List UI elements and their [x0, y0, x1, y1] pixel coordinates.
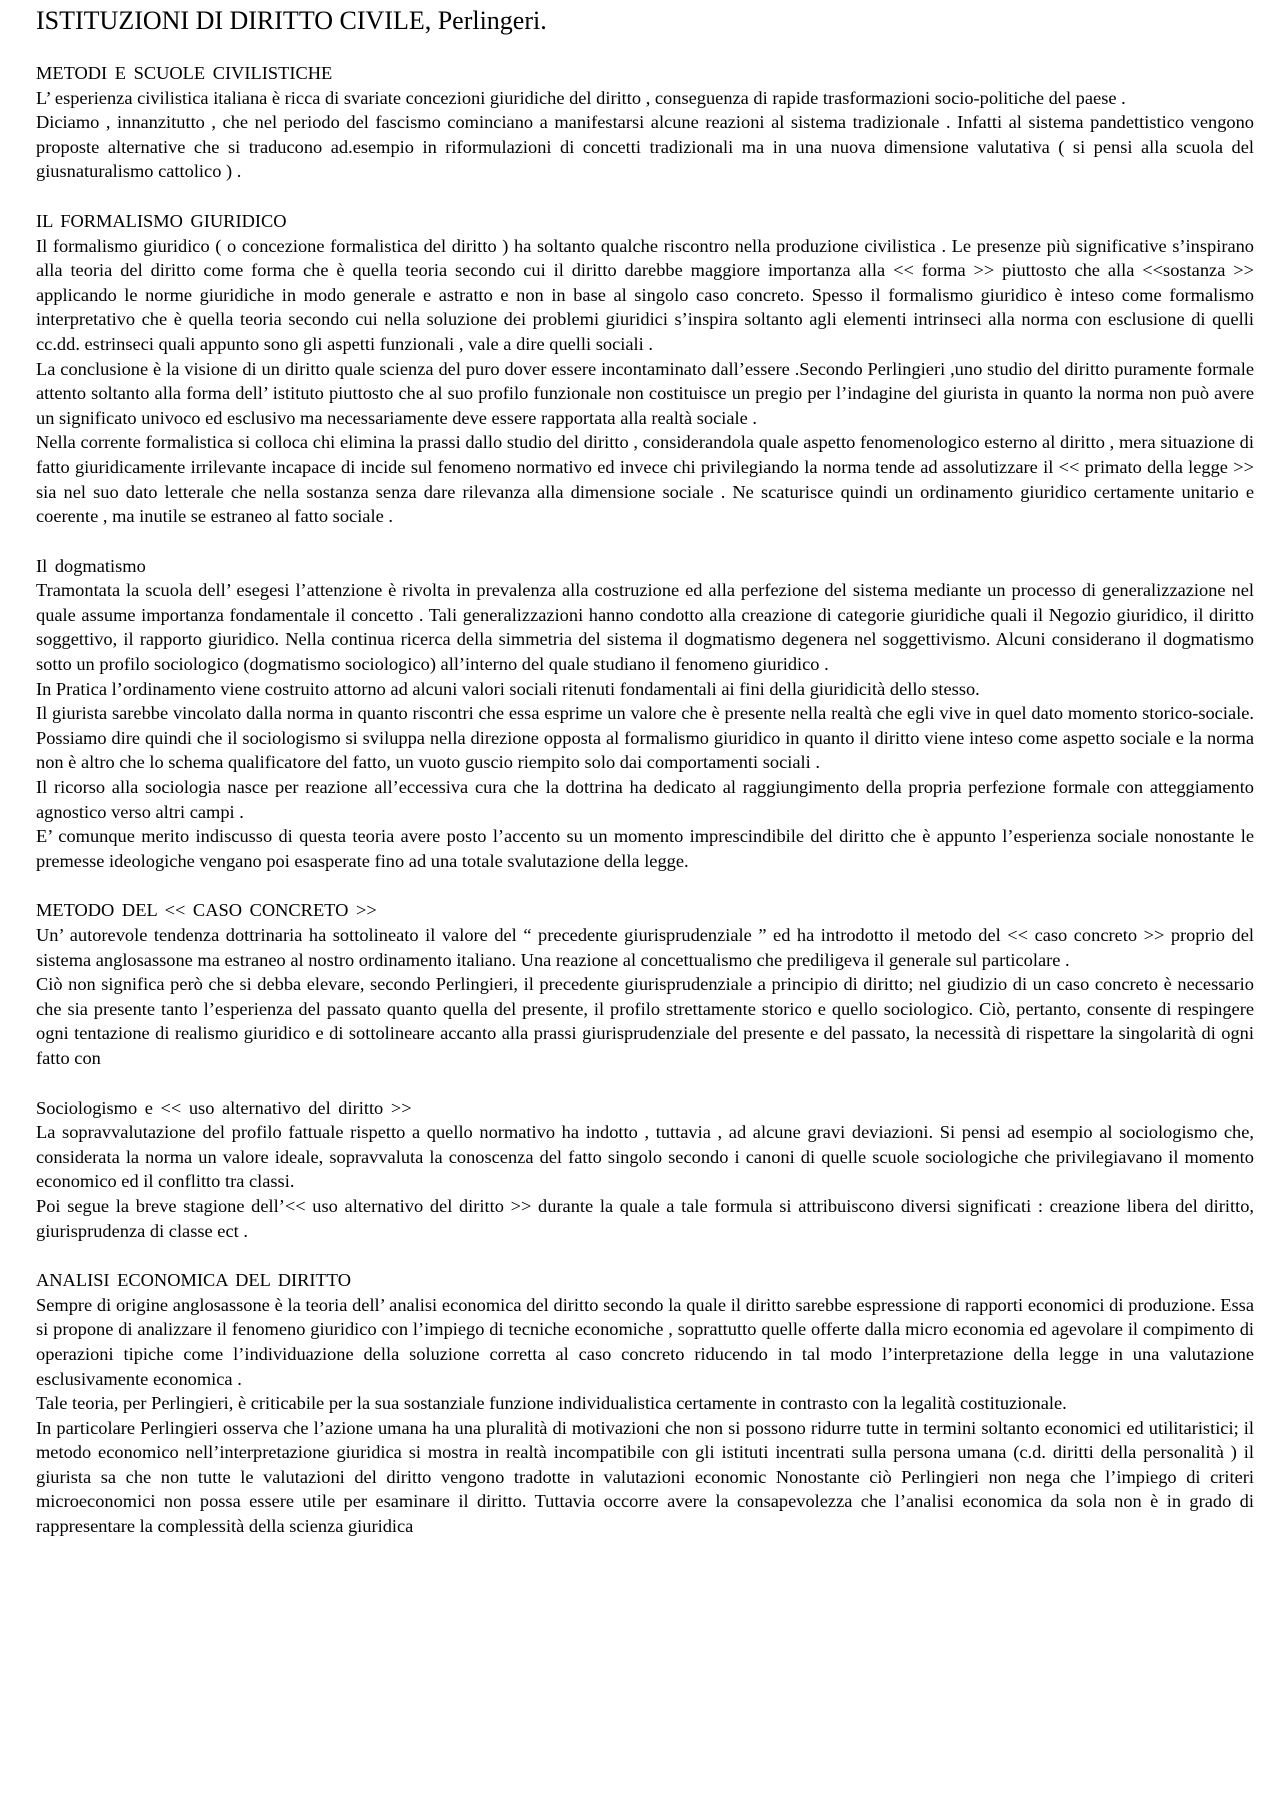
paragraph: Sempre di origine anglosassone è la teoria dell’ analisi economica del diritto secondo la quale il diritto sarebbe espressione di rapporti economici di produzione. Essa si propone di analizzare il fenomeno giuridico con l’impiego di tecniche economiche , soprattutto quelle offerte dalla micro economia ed agevolare il compimento di operazioni tipiche come l’individuazione della soluzione corretta al caso concreto riducendo in tal modo l’interpretazione della legge in una valutazione esclusivamente economica .: [36, 1294, 1254, 1389]
section-heading: Sociologismo e << uso alternativo del diritto >>: [36, 1097, 412, 1118]
paragraph: Nella corrente formalistica si colloca chi elimina la prassi dallo studio del diritto , considerandola quale aspetto fenomenologico esterno al diritto , mera situazione di fatto giuridicamente irrilevante incapace di incide sul fenomeno normativo ed invece chi privilegiando la norma tende ad assolutizzare il << primato della legge >> sia nel suo dato letterale che nella sostanza senza dare rilevanza alla dimensione sociale . Ne scaturisce quindi un ordinamento giuridico certamente unitario e coerente , ma inutile se estraneo al fatto sociale .: [36, 432, 1254, 527]
paragraph: L’ esperienza civilistica italiana è ricca di svariate concezioni giuridiche del diritto , conseguenza di rapide trasformazioni socio-politiche del paese .: [36, 87, 1126, 108]
paragraph: Diciamo , innanzitutto , che nel periodo del fascismo cominciano a manifestarsi alcune reazioni al sistema tradizionale . Infatti al sistema pandettistico vengono proposte alternative che si traducono ad.esempio in riformulazioni di concetti tradizionali ma in una nuova dimensione valutativa ( si pensi alla scuola del giusnaturalismo cattolico ) .: [36, 112, 1254, 182]
paragraph: La sopravvalutazione del profilo fattuale rispetto a quello normativo ha indotto , tuttavia , ad alcune gravi deviazioni. Si pensi ad esempio al sociologismo che, considerata la norma un valore ideale, sopravvaluta la conoscenza del fatto singolo secondo i canoni di quelle scuole sociologiche che privilegiavano il momento economico ed il conflitto tra classi.: [36, 1122, 1254, 1192]
paragraph: Il formalismo giuridico ( o concezione formalistica del diritto ) ha soltanto qualche riscontro nella produzione civilistica . Le presenze più significative s’inspirano alla teoria del diritto come forma che è quella teoria secondo cui il diritto darebbe maggiore importanza alla << forma >> piuttosto che alla <<sostanza >> applicando le norme giuridiche in modo generale e astratto e non in base al singolo caso concreto. Spesso il formalismo giuridico è inteso come formalismo interpretativo che è quella teoria secondo cui nella soluzione dei problemi giuridici s’inspira soltanto agli elementi intrinseci alla norma con esclusione di quelli cc.dd. estrinseci quali appunto sono gli aspetti funzionali , vale a dire quelli sociali .: [36, 235, 1254, 354]
document-title: ISTITUZIONI DI DIRITTO CIVILE, Perlingeri.: [36, 6, 547, 35]
paragraph: Ciò non significa però che si debba elevare, secondo Perlingieri, il precedente giurisprudenziale a principio di diritto; nel giudizio di un caso concreto è necessario che sia presente tanto l’esperienza del passato quanto quella del presente, il profilo strettamente storico e quello sociologico. Ciò, pertanto, consente di respingere ogni tentazione di realismo giuridico e di sottolineare accanto alla prassi giurisprudenziale del presente e del passato, la necessità di rispettare la singolarità di ogni fatto con: [36, 974, 1254, 1068]
section-metodi-scuole: [36, 61, 1254, 184]
section-sociologismo: [36, 1096, 1254, 1244]
section-heading: METODO DEL << CASO CONCRETO >>: [36, 900, 377, 921]
paragraph: In particolare Perlingieri osserva che l’azione umana ha una pluralità di motivazioni che non si possono ridurre tutte in termini soltanto economici ed utilitaristici; il metodo economico nell’interpretazione giuridica si mostra in realtà incompatibile con gli istituti incentrati sulla persona umana (c.d. diritti della personalità ) il giurista sa che non tutte le valutazioni del diritto vengono tradotte in valutazioni economic Nonostante ciò Perlingieri non nega che l’impiego di criteri microeconomici non possa essere utile per esaminare il diritto. Tuttavia occorre avere la consapevolezza che l’analisi economica da sola non è in grado di rappresentare la complessità della scienza giuridica: [36, 1417, 1254, 1537]
paragraph: Poi segue la breve stagione dell’<< uso alternativo del diritto >> durante la quale a tale formula si attribuiscono diversi significati : creazione libera del diritto, giurisprudenza di classe ect .: [36, 1195, 1254, 1241]
section-heading: IL FORMALISMO GIURIDICO: [36, 210, 287, 231]
paragraph: Il giurista sarebbe vincolato dalla norma in quanto riscontri che essa esprime un valore che è presente nella realtà che egli vive in quel dato momento storico-sociale. Possiamo dire quindi che il sociologismo si sviluppa nella direzione opposta al formalismo giuridico in quanto il diritto viene inteso come aspetto sociale e la norma non è altro che lo schema qualificatore del fatto, un vuoto guscio riempito solo dai comportamenti sociali .: [36, 703, 1254, 773]
paragraph: Un’ autorevole tendenza dottrinaria ha sottolineato il valore del “ precedente giurisprudenziale ” ed ha introdotto il metodo del << caso concreto >> proprio del sistema anglosassone ma estraneo al nostro ordinamento italiano. Una reazione al concettualismo che prediligeva il generale sul particolare .: [36, 925, 1254, 970]
section-heading: METODI E SCUOLE CIVILISTICHE: [36, 63, 333, 83]
paragraph: Tale teoria, per Perlingieri, è criticabile per la sua sostanziale funzione individualistica certamente in contrasto con la legalità costituzionale.: [36, 1393, 1067, 1414]
paragraph: E’ comunque merito indiscusso di questa teoria avere posto l’accento su un momento imprescindibile del diritto che è appunto l’esperienza sociale nonostante le premesse ideologiche vengano poi esasperate fino ad una totale svalutazione della legge.: [36, 826, 1254, 871]
section-formalismo-giuridico: [36, 209, 1254, 529]
paragraph: La conclusione è la visione di un diritto quale scienza del puro dover essere incontaminato dall’essere .Secondo Perlingieri ,uno studio del diritto puramente formale attento soltanto alla forma dell’ istituto piuttosto che al suo profilo funzionale non costituisce un pregio per l’indagine del giurista in quanto la norma non può avere un significato univoco ed esclusivo ma necessariamente deve essere rapportata alla realtà sociale .: [36, 358, 1254, 428]
section-heading: ANALISI ECONOMICA DEL DIRITTO: [36, 1270, 351, 1291]
section-analisi-economica: [36, 1268, 1254, 1539]
section-dogmatismo: [36, 554, 1254, 874]
section-heading: Il dogmatismo: [36, 555, 146, 576]
paragraph: In Pratica l’ordinamento viene costruito attorno ad alcuni valori sociali ritenuti fondamentali ai fini della giuridicità dello stesso.: [36, 678, 980, 699]
document-page: [36, 0, 1254, 1564]
paragraph: Tramontata la scuola dell’ esegesi l’attenzione è rivolta in prevalenza alla costruzione ed alla perfezione del sistema mediante un processo di generalizzazione nel quale assume importanza fondamentale il concetto . Tali generalizzazioni hanno condotto alla creazione di categorie giuridiche quali il Negozio giuridico, il diritto soggettivo, il rapporto giuridico. Nella continua ricerca della simmetria del sistema il dogmatismo degenera nel soggettivismo. Alcuni considerano il dogmatismo sotto un profilo sociologico (dogmatismo sociologico) all’interno del quale studiano il fenomeno giuridico .: [36, 580, 1254, 675]
section-caso-concreto: [36, 898, 1254, 1070]
paragraph: Il ricorso alla sociologia nasce per reazione all’eccessiva cura che la dottrina ha dedicato al raggiungimento della propria perfezione formale con atteggiamento agnostico verso altri campi .: [36, 777, 1254, 822]
